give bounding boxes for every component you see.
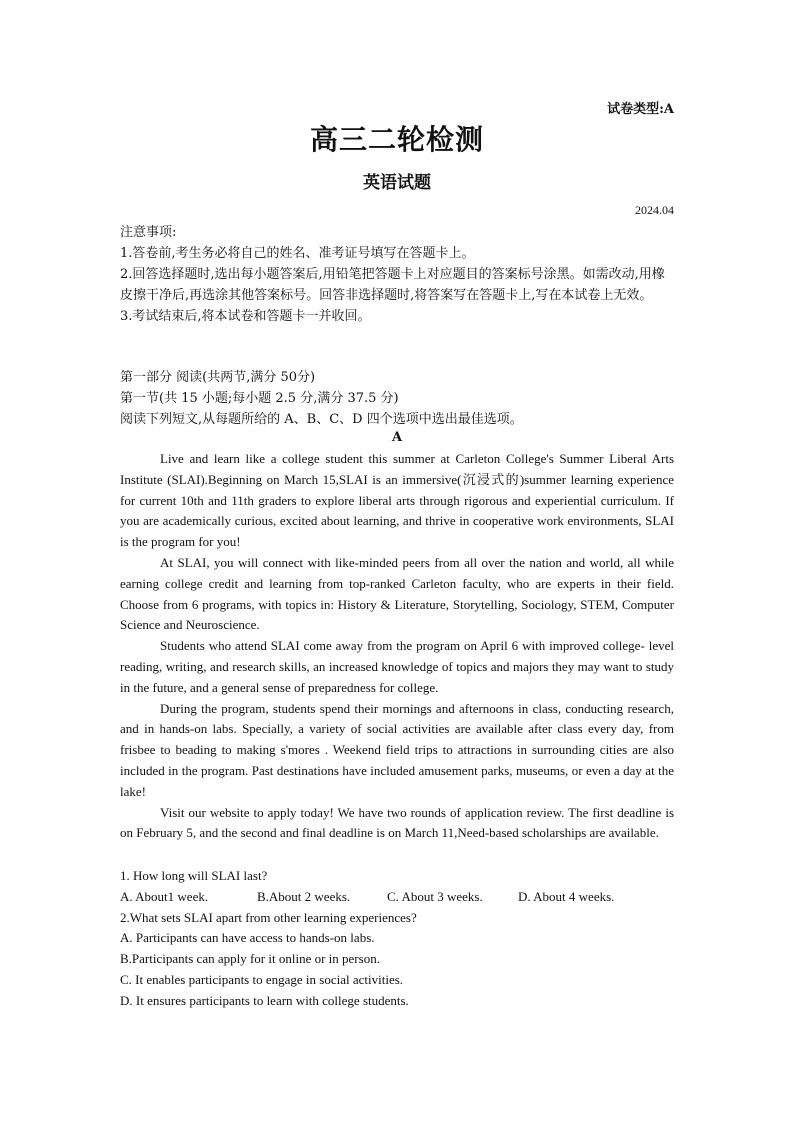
question-stem: 2.What sets SLAI apart from other learning experiences? — [120, 909, 417, 925]
option-a: A. Participants can have access to hands-on labs. — [120, 930, 375, 946]
exam-date: 2024.04 — [635, 203, 674, 217]
paper-type-label: 试卷类型:A — [607, 102, 674, 117]
section-header — [120, 367, 675, 430]
option-d: D. About 4 weeks. — [518, 888, 615, 904]
section-title: 第一节(共 15 小题;每小题 2.5 分,满分 37.5 分) — [120, 391, 399, 406]
reading-passage — [120, 449, 674, 844]
passage-label: A — [391, 430, 403, 445]
option-b: B.About 2 weeks. — [257, 888, 351, 904]
option-c: C. About 3 weeks. — [387, 888, 483, 904]
notice-item: 1.答卷前,考生务必将自己的姓名、准考证号填写在答题卡上。 — [120, 246, 475, 261]
option-d: D. It ensures participants to learn with college students. — [120, 992, 409, 1008]
passage-paragraph: Live and learn like a college student this summer at Carleton College's Summer Liberal Arts Institute (SLAI).Beginning on March 15,SLAI is an immersive(沉浸式的)summer learning experience for current 10th and 11th graders to explore liberal arts through rigorous and experiential curriculum. If you are academically curious, excited about learning, and thrive in cooperative work environments, SLAI is the program for you! — [120, 451, 674, 550]
question-stem: 1. How long will SLAI last? — [120, 868, 268, 883]
passage-paragraph: During the program, students spend their mornings and afternoons in class, conducting research, and in hands-on labs. Specially, a variety of social activities are available after class every day, from frisbee to beading to making s'mores . Weekend field trips to attractions in surrounding cities are also included in the program. Past destinations have included amusement parks, museums, or even a day at the lake! — [120, 700, 674, 799]
option-c: C. It enables participants to engage in social activities. — [120, 971, 404, 987]
question-options-row — [120, 887, 674, 908]
exam-title: 高三二轮检测 — [309, 123, 484, 156]
questions-block — [120, 866, 674, 1012]
notice-block — [120, 222, 675, 327]
exam-subtitle: 英语试题 — [363, 173, 431, 193]
passage-paragraph: Visit our website to apply today! We have two rounds of application review. The first deadline is on February 5, and the second and final deadline is on March 11,Need-based scholarships are available. — [120, 804, 674, 841]
notice-heading: 注意事项: — [120, 225, 177, 240]
notice-item: 2.回答选择题时,选出每小题答案后,用铅笔把答题卡上对应题目的答案标号涂黑。如需改动,用橡皮擦干净后,再选涂其他答案标号。回答非选择题时,将答案写在答题卡上,写在本试卷上无效。 — [120, 267, 665, 303]
passage-paragraph: Students who attend SLAI come away from the program on April 6 with improved college- level reading, writing, and research skills, an increased knowledge of topics and majors they may want to study in the future, and a general sense of preparedness for college. — [120, 638, 674, 695]
section-instruction: 阅读下列短文,从每题所给的 A、B、C、D 四个选项中选出最佳选项。 — [120, 412, 523, 427]
option-b: B.Participants can apply for it online or in person. — [120, 951, 380, 967]
notice-item: 3.考试结束后,将本试卷和答题卡一并收回。 — [120, 309, 371, 324]
part-title: 第一部分 阅读(共两节,满分 50分) — [120, 370, 316, 385]
passage-paragraph: At SLAI, you will connect with like-minded peers from all over the nation and world, all while earning college credit and learning from top-ranked Carleton faculty, who are experts in their field. Choose from 6 programs, with topics in: History & Literature, Storytelling, Sociology, STEM, Computer Science and Neuroscience. — [120, 554, 674, 633]
option-a: A. About1 week. — [120, 888, 209, 904]
